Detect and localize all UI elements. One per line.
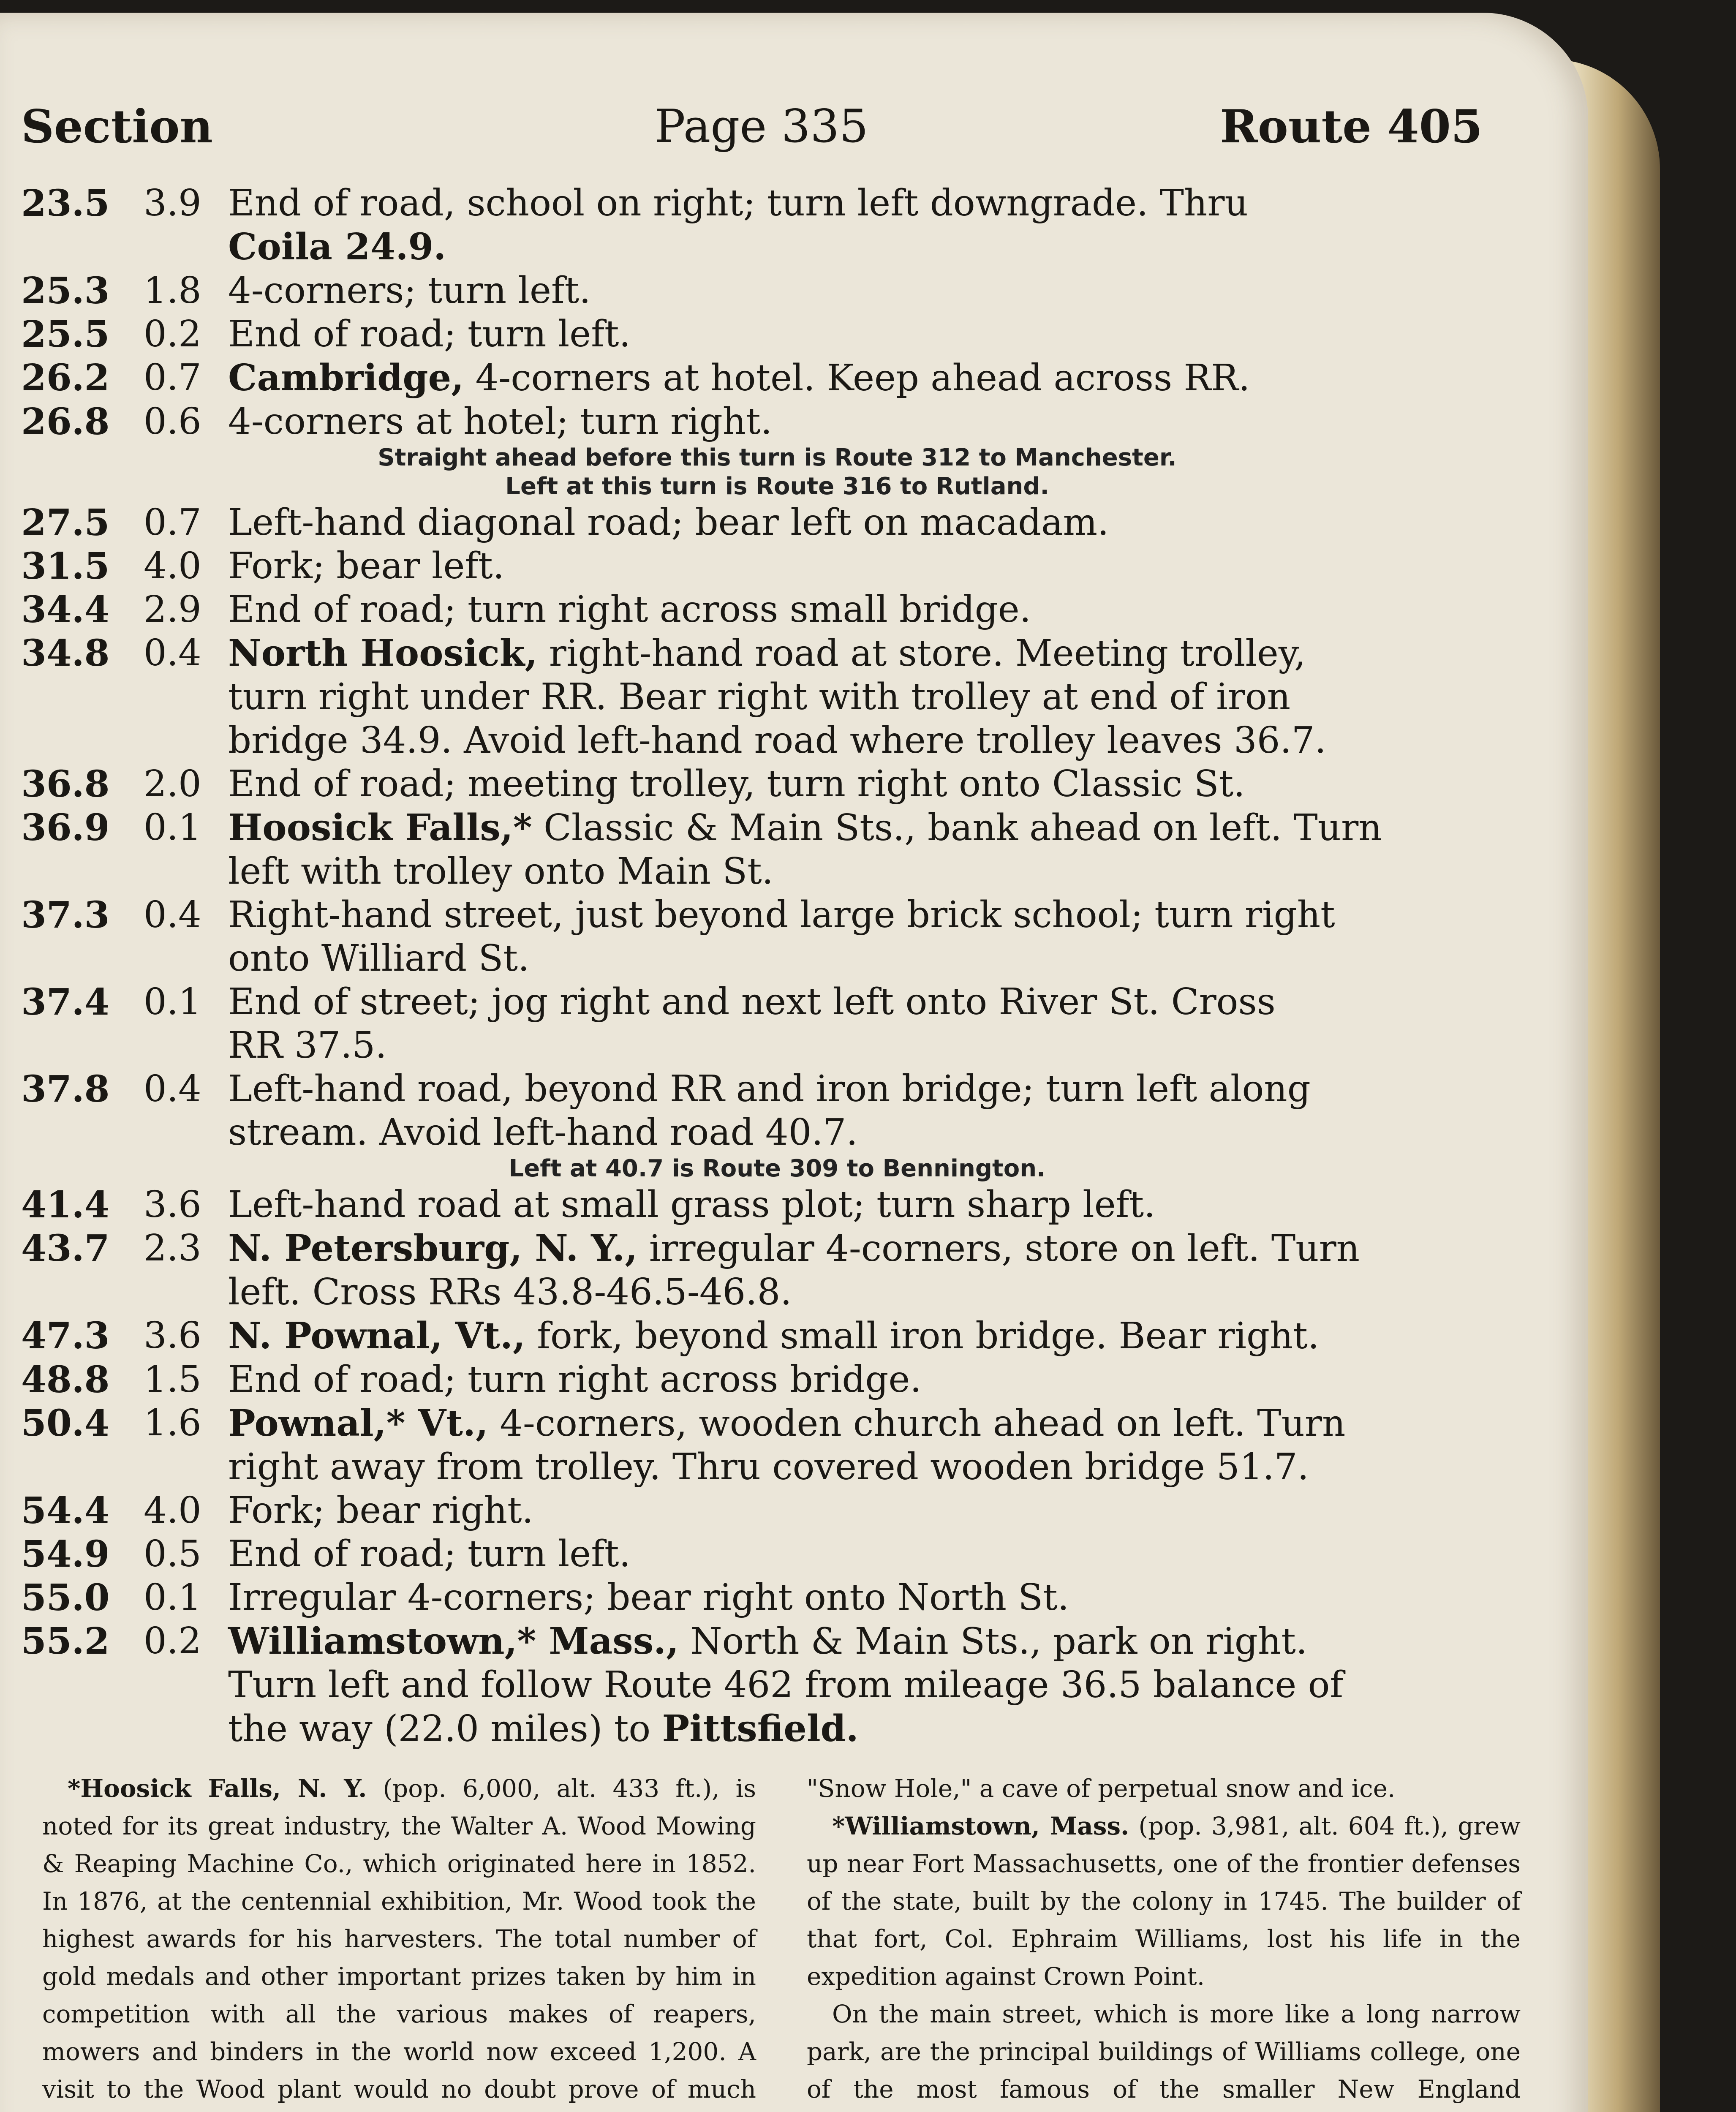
segment-mileage: 3.6 (144, 1184, 201, 1226)
direction-text: North & Main Sts., park on right. (679, 1620, 1308, 1663)
segment-mileage: 2.3 (144, 1227, 201, 1269)
route-entry (21, 225, 1491, 269)
route-direction (228, 675, 1491, 719)
route-direction (228, 1358, 1491, 1402)
direction-text: End of road; turn right across small bridge. (228, 588, 1031, 631)
section-label: Section (21, 100, 213, 153)
direction-text: End of road; turn left. (228, 1533, 631, 1575)
route-entry (21, 588, 1491, 631)
direction-text: End of road; turn left. (228, 313, 631, 355)
route-entry (21, 1067, 1491, 1111)
direction-text: RR 37.5. (228, 1024, 387, 1067)
segment-mileage (144, 1445, 228, 1489)
route-direction (228, 588, 1491, 631)
description-continuation: "Snow Hole," a cave of perpetual snow and ice. (807, 1774, 1396, 1803)
route-direction (228, 1576, 1491, 1619)
book-page (0, 13, 1588, 2112)
place-name: North Hoosick, (228, 632, 538, 675)
page-number: Page 335 (655, 100, 868, 153)
route-direction (228, 1183, 1491, 1227)
town-descriptions (42, 1770, 1521, 2112)
direction-text: onto Williard St. (228, 937, 530, 980)
segment-mileage (144, 225, 228, 269)
direction-text: Right-hand street, just beyond large brick school; turn right (228, 894, 1335, 936)
direction-text: Irregular 4-corners; bear right onto North St. (228, 1576, 1069, 1619)
route-direction (228, 1489, 1491, 1532)
cumulative-mileage (21, 1111, 144, 1154)
direction-text: 4-corners, wooden church ahead on left. Turn (488, 1402, 1346, 1445)
route-entry (21, 501, 1491, 544)
segment-mileage (144, 937, 228, 980)
route-direction (228, 631, 1491, 675)
cumulative-mileage: 55.2 (21, 1620, 110, 1663)
route-direction (228, 1111, 1491, 1154)
segment-mileage: 0.5 (144, 1533, 201, 1575)
direction-text: Left-hand road, beyond RR and iron bridge; turn left along (228, 1068, 1311, 1110)
route-label: Route 405 (1220, 100, 1483, 153)
place-name: Pownal,* Vt., (228, 1402, 488, 1445)
route-entry (21, 356, 1491, 400)
route-direction (228, 980, 1491, 1024)
cumulative-mileage (21, 225, 144, 269)
town-heading: *Hoosick Falls, N. Y. (68, 1774, 367, 1803)
final-instruction (21, 1707, 1491, 1751)
segment-mileage: 1.5 (144, 1358, 201, 1401)
route-entry (21, 1619, 1491, 1663)
direction-text: Fork; bear left. (228, 545, 505, 587)
segment-mileage: 2.9 (144, 588, 201, 631)
route-entry (21, 762, 1491, 806)
direction-text: 4-corners; turn left. (228, 269, 591, 312)
description-column-left (42, 1770, 756, 2112)
direction-text: Classic & Main Sts., bank ahead on left. Turn (532, 807, 1382, 849)
route-entry (21, 1358, 1491, 1402)
cumulative-mileage (21, 675, 144, 719)
route-direction (228, 1024, 1491, 1067)
segment-mileage: 0.4 (144, 894, 201, 936)
cumulative-mileage: 54.4 (21, 1489, 110, 1532)
route-direction (228, 806, 1491, 850)
direction-text: stream. Avoid left-hand road 40.7. (228, 1111, 858, 1154)
segment-mileage: 0.4 (144, 632, 201, 674)
route-entry (21, 1183, 1491, 1227)
route-direction (228, 356, 1491, 400)
cumulative-mileage (21, 850, 144, 893)
route-entry (21, 1271, 1491, 1314)
cumulative-mileage: 34.8 (21, 632, 110, 675)
route-entry (21, 313, 1491, 356)
final-instruction: Turn left and follow Route 462 from mileage 36.5 balance of (228, 1664, 1344, 1706)
cumulative-mileage: 26.8 (21, 400, 110, 443)
cumulative-mileage (21, 1445, 144, 1489)
cumulative-mileage: 25.5 (21, 313, 110, 356)
route-entry (21, 719, 1491, 762)
route-entry (21, 1314, 1491, 1358)
cumulative-mileage: 54.9 (21, 1533, 110, 1576)
route-entry (21, 980, 1491, 1024)
direction-text: irregular 4-corners, store on left. Turn (637, 1227, 1360, 1270)
segment-mileage (144, 1271, 228, 1314)
route-direction (228, 762, 1491, 806)
route-note: Left at 40.7 is Route 309 to Bennington. (509, 1155, 1046, 1182)
segment-mileage: 0.2 (144, 1620, 201, 1662)
segment-mileage: 0.4 (144, 1068, 201, 1110)
route-entry (21, 1024, 1491, 1067)
route-entry (21, 544, 1491, 588)
direction-text: Left-hand diagonal road; bear left on macadam. (228, 501, 1109, 544)
route-entry (21, 675, 1491, 719)
route-entry (21, 1227, 1491, 1271)
description-paragraph (807, 1807, 1521, 1995)
direction-text: left with trolley onto Main St. (228, 850, 774, 893)
route-direction (228, 850, 1491, 893)
route-direction (228, 1314, 1491, 1358)
place-name: Hoosick Falls,* (228, 806, 532, 849)
direction-text: bridge 34.9. Avoid left-hand road where trolley leaves 36.7. (228, 719, 1326, 762)
direction-text: End of road, school on right; turn left downgrade. Thru (228, 182, 1248, 224)
segment-mileage (144, 850, 228, 893)
segment-mileage (144, 1111, 228, 1154)
cumulative-mileage: 47.3 (21, 1315, 110, 1357)
route-direction (228, 1271, 1491, 1314)
place-name: N. Petersburg, N. Y., (228, 1227, 638, 1270)
place-name: Williamstown,* Mass., (228, 1620, 679, 1663)
cumulative-mileage (21, 937, 144, 980)
route-entry (21, 1111, 1491, 1154)
direction-text: right-hand road at store. Meeting trolley, (537, 632, 1306, 675)
segment-mileage: 3.9 (144, 182, 201, 224)
place-name: Coila 24.9. (228, 226, 446, 268)
segment-mileage (144, 719, 228, 762)
cumulative-mileage: 50.4 (21, 1402, 110, 1445)
route-entry (21, 631, 1491, 675)
direction-text: fork, beyond small iron bridge. Bear right. (525, 1315, 1320, 1357)
description-paragraph (807, 1995, 1521, 2112)
page-header (21, 97, 1483, 156)
cumulative-mileage: 41.4 (21, 1184, 110, 1226)
route-direction (228, 893, 1491, 937)
description-text: (pop. 6,000, alt. 433 ft.), is noted for its great industry, the Walter A. Wood Mowing & Reaping Machine Co., which originated here in 1852. In 1876, at the centennial exhibition, Mr. Wood took the highest awards for his harvesters. The total number of gold medals and other important prizes taken by him in competition with all the various makes of reapers, mowers and binders in the world now exceed 1,200. A visit to the Wood plant would no doubt prove of much (42, 1774, 756, 2104)
cumulative-mileage: 37.8 (21, 1068, 110, 1110)
cumulative-mileage (21, 1271, 144, 1314)
route-direction (228, 1619, 1491, 1663)
route-entry (21, 850, 1491, 893)
route-direction (228, 269, 1491, 313)
description-column-right (807, 1770, 1521, 2112)
route-entry (21, 182, 1491, 225)
final-instruction-text: the way (22.0 miles) to (228, 1708, 662, 1750)
direction-text: End of road; meeting trolley, turn right onto Classic St. (228, 763, 1245, 805)
segment-mileage: 0.1 (144, 806, 201, 849)
segment-mileage: 0.6 (144, 400, 201, 443)
route-direction (228, 400, 1491, 444)
segment-mileage: 3.6 (144, 1315, 201, 1357)
cumulative-mileage: 34.4 (21, 588, 110, 631)
cumulative-mileage: 31.5 (21, 545, 110, 588)
direction-text: right away from trolley. Thru covered wooden bridge 51.7. (228, 1446, 1309, 1488)
route-note: Straight ahead before this turn is Route 312 to Manchester. (378, 444, 1177, 471)
route-note: Left at this turn is Route 316 to Rutland. (505, 473, 1049, 500)
segment-mileage: 0.7 (144, 357, 201, 399)
cumulative-mileage: 25.3 (21, 269, 110, 312)
segment-mileage: 4.0 (144, 545, 201, 587)
route-direction (228, 1227, 1491, 1271)
cumulative-mileage: 48.8 (21, 1358, 110, 1401)
route-direction (228, 719, 1491, 762)
route-direction (228, 1067, 1491, 1111)
direction-text: left. Cross RRs 43.8-46.5-46.8. (228, 1271, 792, 1313)
segment-mileage (144, 1024, 228, 1067)
route-entry (21, 806, 1491, 850)
route-direction (228, 313, 1491, 356)
direction-text: 4-corners at hotel; turn right. (228, 400, 773, 443)
segment-mileage: 0.2 (144, 313, 201, 355)
cumulative-mileage: 43.7 (21, 1227, 110, 1270)
direction-text: 4-corners at hotel. Keep ahead across RR. (464, 357, 1250, 399)
place-name: N. Pownal, Vt., (228, 1315, 525, 1357)
cumulative-mileage: 37.3 (21, 894, 110, 936)
route-entry (21, 1445, 1491, 1489)
cumulative-mileage: 36.9 (21, 806, 110, 849)
route-entry (21, 269, 1491, 313)
route-entry (21, 1402, 1491, 1445)
segment-mileage: 0.7 (144, 501, 201, 544)
route-direction (228, 544, 1491, 588)
direction-text: turn right under RR. Bear right with trolley at end of iron (228, 676, 1291, 718)
route-direction (228, 1445, 1491, 1489)
cumulative-mileage: 26.2 (21, 357, 110, 399)
destination-name: Pittsfield. (662, 1707, 859, 1750)
route-direction (228, 225, 1491, 269)
cumulative-mileage: 55.0 (21, 1576, 110, 1619)
description-paragraph (42, 1770, 756, 2112)
description-text: (pop. 3,981, alt. 604 ft.), grew up near Fort Massachusetts, one of the frontier defenses of the state, built by the colony in 1745. The builder of that fort, Col. Ephraim Williams, lost his life in the expedition against Crown Point. (807, 1812, 1521, 1991)
segment-mileage: 2.0 (144, 763, 201, 805)
route-entry (21, 893, 1491, 937)
route-log (21, 182, 1491, 1751)
route-entry (21, 400, 1491, 444)
route-direction (228, 501, 1491, 544)
direction-text: Left-hand road at small grass plot; turn sharp left. (228, 1184, 1156, 1226)
cumulative-mileage: 23.5 (21, 182, 110, 225)
cumulative-mileage: 36.8 (21, 763, 110, 806)
description-text: On the main street, which is more like a long narrow park, are the principal buildings of Williams college, one of the most famous of the smaller New England (807, 2000, 1521, 2104)
cumulative-mileage: 37.4 (21, 981, 110, 1023)
route-direction (228, 1532, 1491, 1576)
direction-text: End of street; jog right and next left onto River St. Cross (228, 981, 1276, 1023)
route-direction (228, 1402, 1491, 1445)
town-heading: *Williamstown, Mass. (832, 1812, 1129, 1840)
segment-mileage: 0.1 (144, 981, 201, 1023)
segment-mileage: 1.6 (144, 1402, 201, 1444)
place-name: Cambridge, (228, 357, 464, 399)
segment-mileage: 0.1 (144, 1576, 201, 1619)
segment-mileage (144, 675, 228, 719)
route-entry (21, 1532, 1491, 1576)
cumulative-mileage (21, 1024, 144, 1067)
segment-mileage: 1.8 (144, 269, 201, 312)
segment-mileage: 4.0 (144, 1489, 201, 1532)
direction-text: End of road; turn right across bridge. (228, 1358, 922, 1401)
cumulative-mileage (21, 719, 144, 762)
route-direction (228, 182, 1491, 225)
route-entry (21, 937, 1491, 980)
route-entry (21, 1576, 1491, 1619)
cumulative-mileage: 27.5 (21, 501, 110, 544)
direction-text: Fork; bear right. (228, 1489, 533, 1532)
route-direction (228, 937, 1491, 980)
route-entry (21, 1489, 1491, 1532)
